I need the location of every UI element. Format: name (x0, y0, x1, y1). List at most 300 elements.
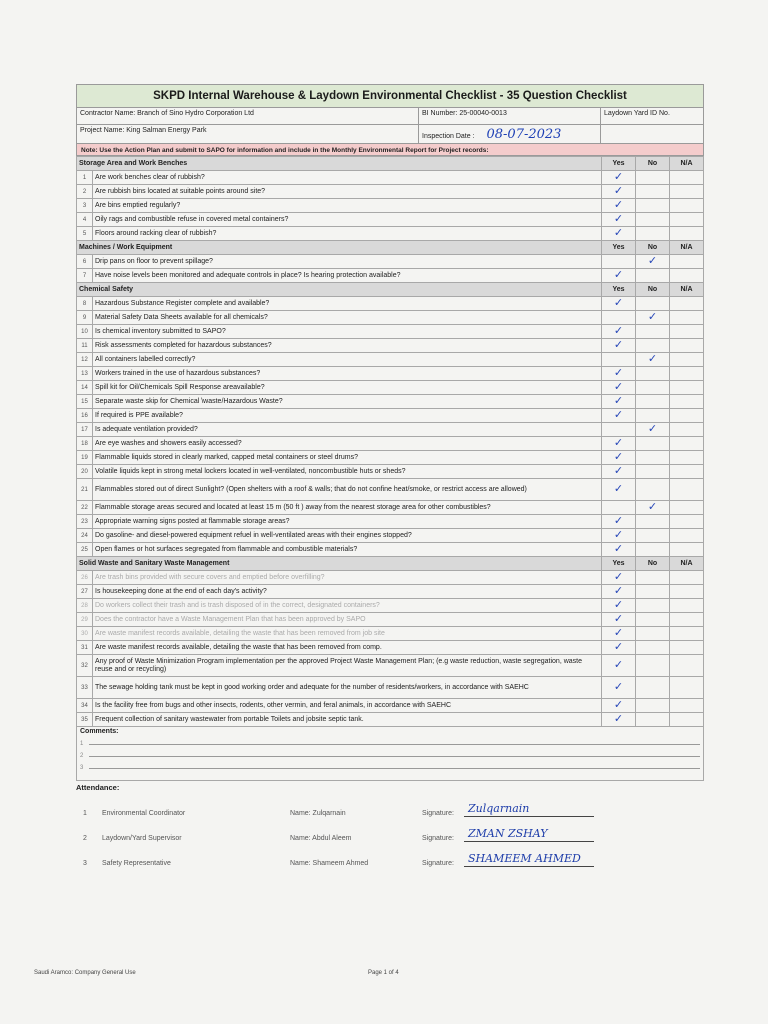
answer-cell-yes[interactable] (602, 325, 636, 339)
question-number: 9 (77, 311, 93, 325)
answer-cell-na[interactable] (670, 381, 704, 395)
signature-field[interactable] (464, 800, 594, 817)
question-text: Workers trained in the use of hazardous substances? (93, 367, 602, 381)
column-header-yes: Yes (602, 283, 636, 297)
checklist-sheet (76, 84, 704, 867)
answer-cell-na[interactable] (670, 451, 704, 465)
question-text: Are waste manifest records available, detailing the waste that has been removed from comp. (93, 641, 602, 655)
check-mark-icon: ✓ (613, 435, 624, 449)
answer-cell-yes[interactable] (602, 585, 636, 599)
check-mark-icon: ✓ (613, 697, 624, 711)
check-mark-icon: ✓ (613, 183, 624, 197)
question-row (77, 585, 704, 599)
column-header-yes: Yes (602, 241, 636, 255)
question-row (77, 171, 704, 185)
question-row (77, 325, 704, 339)
answer-cell-no[interactable] (636, 199, 670, 213)
question-number: 17 (77, 423, 93, 437)
answer-cell-yes[interactable] (602, 571, 636, 585)
question-text: Risk assessments completed for hazardous substances? (93, 339, 602, 353)
signature-label: Signature: (422, 835, 454, 842)
question-row (77, 339, 704, 353)
answer-cell-no[interactable] (636, 465, 670, 479)
question-text: Are rubbish bins located at suitable points around site? (93, 185, 602, 199)
question-number: 22 (77, 501, 93, 515)
question-number: 21 (77, 479, 93, 501)
answer-cell-no[interactable] (636, 395, 670, 409)
answer-cell-yes[interactable] (602, 171, 636, 185)
check-mark-icon: ✓ (647, 309, 658, 323)
answer-cell-na[interactable] (670, 571, 704, 585)
question-number: 8 (77, 297, 93, 311)
question-row (77, 199, 704, 213)
answer-cell-yes[interactable] (602, 655, 636, 677)
question-text: Are work benches clear of rubbish? (93, 171, 602, 185)
question-row (77, 515, 704, 529)
signature-label: Signature: (422, 860, 454, 867)
check-mark-icon: ✓ (613, 625, 624, 639)
question-number: 10 (77, 325, 93, 339)
question-row (77, 395, 704, 409)
question-row (77, 213, 704, 227)
attendance-list (76, 792, 704, 867)
answer-cell-no[interactable] (636, 585, 670, 599)
column-header-na: N/A (670, 157, 704, 171)
question-number: 3 (77, 199, 93, 213)
answer-cell-no[interactable] (636, 185, 670, 199)
answer-cell-no[interactable] (636, 423, 670, 437)
question-number: 35 (77, 713, 93, 727)
question-number: 16 (77, 409, 93, 423)
question-row (77, 353, 704, 367)
question-text: If required is PPE available? (93, 409, 602, 423)
answer-cell-na[interactable] (670, 641, 704, 655)
check-mark-icon: ✓ (613, 463, 624, 477)
question-text: Hazardous Substance Register complete and available? (93, 297, 602, 311)
answer-cell-na[interactable] (670, 423, 704, 437)
answer-cell-yes[interactable] (602, 451, 636, 465)
question-number: 4 (77, 213, 93, 227)
handwritten-signature: Zulqarnain (468, 802, 530, 815)
answer-cell-na[interactable] (670, 171, 704, 185)
answer-cell-no[interactable] (636, 641, 670, 655)
answer-cell-no[interactable] (636, 227, 670, 241)
answer-cell-yes[interactable] (602, 677, 636, 699)
question-row (77, 613, 704, 627)
question-text: Are bins emptied regularly? (93, 199, 602, 213)
question-text: All containers labelled correctly? (93, 353, 602, 367)
answer-cell-no[interactable] (636, 437, 670, 451)
inspection-date-label: Inspection Date : (422, 133, 475, 140)
answer-cell-no[interactable] (636, 339, 670, 353)
answer-cell-na[interactable] (670, 297, 704, 311)
answer-cell-na[interactable] (670, 585, 704, 599)
question-text: Frequent collection of sanitary wastewater from portable Toilets and jobsite septic tank. (93, 713, 602, 727)
question-row (77, 677, 704, 699)
answer-cell-na[interactable] (670, 227, 704, 241)
attendance-row (76, 792, 704, 817)
answer-cell-yes[interactable] (602, 543, 636, 557)
attendee-number: 3 (83, 860, 87, 867)
answer-cell-na[interactable] (670, 213, 704, 227)
answer-cell-no[interactable] (636, 613, 670, 627)
answer-cell-yes[interactable] (602, 395, 636, 409)
answer-cell-no[interactable] (636, 479, 670, 501)
question-number: 6 (77, 255, 93, 269)
column-header-no: No (636, 241, 670, 255)
question-number: 1 (77, 171, 93, 185)
question-row (77, 423, 704, 437)
check-mark-icon: ✓ (613, 407, 624, 421)
question-row (77, 543, 704, 557)
question-text: Any proof of Waste Minimization Program implementation per the approved Project Waste Management Plan; (e.g waste reduction, waste segregation, waste reuse and or recycling) (93, 655, 602, 677)
answer-cell-na[interactable] (670, 501, 704, 515)
question-row (77, 367, 704, 381)
answer-cell-no[interactable] (636, 677, 670, 699)
question-row (77, 655, 704, 677)
question-number: 5 (77, 227, 93, 241)
question-text: Are eye washes and showers easily accessed? (93, 437, 602, 451)
question-row (77, 451, 704, 465)
question-text: Is adequate ventilation provided? (93, 423, 602, 437)
answer-cell-no[interactable] (636, 713, 670, 727)
check-mark-icon: ✓ (613, 211, 624, 225)
check-mark-icon: ✓ (647, 421, 658, 435)
column-header-na: N/A (670, 241, 704, 255)
question-text: Does the contractor have a Waste Management Plan that has been approved by SAPO (93, 613, 602, 627)
question-row (77, 409, 704, 423)
answer-cell-no[interactable] (636, 571, 670, 585)
answer-cell-yes[interactable] (602, 423, 636, 437)
attendance-label: Attendance: (76, 783, 120, 792)
check-mark-icon: ✓ (613, 449, 624, 463)
answer-cell-yes[interactable] (602, 437, 636, 451)
question-number: 11 (77, 339, 93, 353)
attendee-number: 2 (83, 835, 87, 842)
comment-line-rule (89, 744, 700, 745)
answer-cell-yes[interactable] (602, 367, 636, 381)
answer-cell-no[interactable] (636, 451, 670, 465)
check-mark-icon: ✓ (613, 225, 624, 239)
question-number: 34 (77, 699, 93, 713)
check-mark-icon: ✓ (613, 337, 624, 351)
question-text: Spill kit for Oil/Chemicals Spill Response areavailable? (93, 381, 602, 395)
column-header-yes: Yes (602, 157, 636, 171)
section-header (77, 557, 704, 571)
header-row-1 (76, 108, 704, 125)
question-row (77, 311, 704, 325)
question-row (77, 255, 704, 269)
column-header-no: No (636, 157, 670, 171)
check-mark-icon: ✓ (613, 597, 624, 611)
question-row (77, 465, 704, 479)
column-header-na: N/A (670, 557, 704, 571)
question-text: Do gasoline- and diesel-powered equipment refuel in well-ventilated areas with their engines stopped? (93, 529, 602, 543)
answer-cell-yes[interactable] (602, 269, 636, 283)
check-mark-icon: ✓ (613, 169, 624, 183)
question-text: Flammables stored out of direct Sunlight? (Open shelters with a roof & walls; that do not confine heat/smoke, or restrict access are allowed) (93, 479, 602, 501)
answer-cell-yes[interactable] (602, 339, 636, 353)
question-number: 32 (77, 655, 93, 677)
question-text: Drip pans on floor to prevent spillage? (93, 255, 602, 269)
answer-cell-na[interactable] (670, 543, 704, 557)
answer-cell-na[interactable] (670, 479, 704, 501)
answer-cell-no[interactable] (636, 269, 670, 283)
question-row (77, 381, 704, 395)
signature-field[interactable] (464, 850, 594, 867)
answer-cell-no[interactable] (636, 529, 670, 543)
answer-cell-yes[interactable] (602, 255, 636, 269)
comment-line-number: 3 (80, 765, 84, 771)
question-text: Is chemical inventory submitted to SAPO? (93, 325, 602, 339)
question-row (77, 479, 704, 501)
action-plan-note: Note: Use the Action Plan and submit to SAPO for information and include in the Monthly Environmental Report for Project records: (76, 144, 704, 156)
question-row (77, 571, 704, 585)
question-number: 20 (77, 465, 93, 479)
comment-line-number: 2 (80, 753, 84, 759)
section-title: Machines / Work Equipment (77, 241, 602, 255)
answer-cell-yes[interactable] (602, 713, 636, 727)
section-title: Chemical Safety (77, 283, 602, 297)
attendee-name: Name: Zulqarnain (290, 810, 346, 817)
question-number: 30 (77, 627, 93, 641)
question-row (77, 699, 704, 713)
handwritten-signature: SHAMEEM AHMED (468, 852, 581, 865)
answer-cell-na[interactable] (670, 713, 704, 727)
question-text: Oily rags and combustible refuse in covered metal containers? (93, 213, 602, 227)
answer-cell-no[interactable] (636, 213, 670, 227)
check-mark-icon: ✓ (613, 541, 624, 555)
answer-cell-yes[interactable] (602, 627, 636, 641)
handwritten-signature: ZMAN ZSHAY (468, 827, 548, 840)
attendance-row (76, 842, 704, 867)
check-mark-icon: ✓ (613, 639, 624, 653)
answer-cell-na[interactable] (670, 627, 704, 641)
header-row-2 (76, 125, 704, 144)
laydown-yard-id: Laydown Yard ID No. (604, 110, 670, 117)
question-number: 27 (77, 585, 93, 599)
footer-page-number: Page 1 of 4 (368, 970, 399, 976)
question-number: 12 (77, 353, 93, 367)
question-text: Volatile liquids kept in strong metal lockers located in well-ventilated, noncombustible huts or sheds? (93, 465, 602, 479)
section-header (77, 283, 704, 297)
check-mark-icon: ✓ (613, 611, 624, 625)
answer-cell-na[interactable] (670, 325, 704, 339)
answer-cell-yes[interactable] (602, 199, 636, 213)
question-number: 19 (77, 451, 93, 465)
answer-cell-na[interactable] (670, 529, 704, 543)
check-mark-icon: ✓ (613, 679, 624, 693)
answer-cell-yes[interactable] (602, 213, 636, 227)
check-mark-icon: ✓ (613, 513, 624, 527)
contractor-name: Contractor Name: Branch of Sino Hydro Corporation Ltd (77, 108, 419, 124)
answer-cell-no[interactable] (636, 381, 670, 395)
answer-cell-na[interactable] (670, 437, 704, 451)
answer-cell-yes[interactable] (602, 529, 636, 543)
answer-cell-na[interactable] (670, 613, 704, 627)
answer-cell-yes[interactable] (602, 409, 636, 423)
question-text: Flammable liquids stored in clearly marked, capped metal containers or steel drums? (93, 451, 602, 465)
check-mark-icon: ✓ (613, 267, 624, 281)
question-number: 33 (77, 677, 93, 699)
answer-cell-yes[interactable] (602, 297, 636, 311)
attendee-name: Name: Abdul Aleem (290, 835, 352, 842)
check-mark-icon: ✓ (613, 583, 624, 597)
attendance-row (76, 817, 704, 842)
answer-cell-no[interactable] (636, 627, 670, 641)
comment-line[interactable] (80, 759, 700, 771)
question-row (77, 437, 704, 451)
answer-cell-na[interactable] (670, 199, 704, 213)
answer-cell-na[interactable] (670, 599, 704, 613)
check-mark-icon: ✓ (613, 365, 624, 379)
question-number: 25 (77, 543, 93, 557)
section-title: Solid Waste and Sanitary Waste Management (77, 557, 602, 571)
answer-cell-no[interactable] (636, 501, 670, 515)
check-mark-icon: ✓ (613, 197, 624, 211)
question-text: Appropriate warning signs posted at flammable storage areas? (93, 515, 602, 529)
question-text: Floors around racking clear of rubbish? (93, 227, 602, 241)
answer-cell-yes[interactable] (602, 353, 636, 367)
question-text: Flammable storage areas secured and located at least 15 m (50 ft ) away from the nearest storage area for other combustibles? (93, 501, 602, 515)
answer-cell-yes[interactable] (602, 599, 636, 613)
section-title: Storage Area and Work Benches (77, 157, 602, 171)
signature-field[interactable] (464, 825, 594, 842)
answer-cell-na[interactable] (670, 409, 704, 423)
column-header-no: No (636, 283, 670, 297)
question-text: Separate waste skip for Chemical \waste/Hazardous Waste? (93, 395, 602, 409)
question-number: 13 (77, 367, 93, 381)
comment-line-rule (89, 756, 700, 757)
comments-box (76, 727, 704, 781)
answer-cell-no[interactable] (636, 297, 670, 311)
question-row (77, 297, 704, 311)
answer-cell-yes[interactable] (602, 515, 636, 529)
answer-cell-na[interactable] (670, 515, 704, 529)
answer-cell-na[interactable] (670, 311, 704, 325)
answer-cell-yes[interactable] (602, 641, 636, 655)
question-number: 26 (77, 571, 93, 585)
question-number: 23 (77, 515, 93, 529)
question-row (77, 501, 704, 515)
attendee-name: Name: Shameem Ahmed (290, 860, 369, 867)
question-row (77, 627, 704, 641)
answer-cell-no[interactable] (636, 655, 670, 677)
inspection-date-value: 08-07-2023 (486, 127, 562, 142)
check-mark-icon: ✓ (647, 253, 658, 267)
answer-cell-na[interactable] (670, 353, 704, 367)
answer-cell-na[interactable] (670, 367, 704, 381)
column-header-no: No (636, 557, 670, 571)
question-number: 28 (77, 599, 93, 613)
answer-cell-no[interactable] (636, 543, 670, 557)
check-mark-icon: ✓ (613, 393, 624, 407)
check-mark-icon: ✓ (613, 657, 624, 671)
check-mark-icon: ✓ (613, 711, 624, 725)
question-row (77, 185, 704, 199)
answer-cell-yes[interactable] (602, 465, 636, 479)
project-name: Project Name: King Salman Energy Park (77, 125, 419, 143)
answer-cell-no[interactable] (636, 353, 670, 367)
question-number: 7 (77, 269, 93, 283)
answer-cell-no[interactable] (636, 515, 670, 529)
check-mark-icon: ✓ (613, 527, 624, 541)
answer-cell-no[interactable] (636, 171, 670, 185)
signature-label: Signature: (422, 810, 454, 817)
question-number: 2 (77, 185, 93, 199)
answer-cell-no[interactable] (636, 699, 670, 713)
answer-cell-na[interactable] (670, 655, 704, 677)
column-header-yes: Yes (602, 557, 636, 571)
answer-cell-na[interactable] (670, 395, 704, 409)
answer-cell-na[interactable] (670, 255, 704, 269)
check-mark-icon: ✓ (613, 295, 624, 309)
check-mark-icon: ✓ (647, 499, 658, 513)
answer-cell-na[interactable] (670, 269, 704, 283)
question-row (77, 599, 704, 613)
comment-line-number: 1 (80, 741, 84, 747)
section-header (77, 157, 704, 171)
comment-line[interactable] (80, 747, 700, 759)
question-number: 24 (77, 529, 93, 543)
answer-cell-no[interactable] (636, 367, 670, 381)
bi-number: BI Number: 25-00040-0013 (419, 108, 601, 124)
checklist-table (76, 156, 704, 727)
comment-line[interactable] (80, 735, 700, 747)
question-row (77, 269, 704, 283)
answer-cell-yes[interactable] (602, 699, 636, 713)
answer-cell-na[interactable] (670, 677, 704, 699)
question-text: Are waste manifest records available, detailing the waste that has been removed from job site (93, 627, 602, 641)
answer-cell-na[interactable] (670, 699, 704, 713)
question-number: 14 (77, 381, 93, 395)
answer-cell-yes[interactable] (602, 381, 636, 395)
question-row (77, 641, 704, 655)
answer-cell-na[interactable] (670, 465, 704, 479)
answer-cell-no[interactable] (636, 325, 670, 339)
answer-cell-yes[interactable] (602, 501, 636, 515)
question-text: Is the facility free from bugs and other insects, rodents, other vermin, and feral animals, in accordance with SAEHC (93, 699, 602, 713)
page-title: SKPD Internal Warehouse & Laydown Environmental Checklist - 35 Question Checklist (76, 84, 704, 108)
answer-cell-yes[interactable] (602, 479, 636, 501)
check-mark-icon: ✓ (613, 379, 624, 393)
attendee-role: Environmental Coordinator (102, 810, 186, 817)
comment-line-rule (89, 768, 700, 769)
answer-cell-na[interactable] (670, 185, 704, 199)
question-text: Are trash bins provided with secure covers and emptied before overfilling? (93, 571, 602, 585)
question-text: Open flames or hot surfaces segregated from flammable and combustible materials? (93, 543, 602, 557)
answer-cell-yes[interactable] (602, 185, 636, 199)
attendee-role: Safety Representative (102, 860, 171, 867)
answer-cell-yes[interactable] (602, 613, 636, 627)
column-header-na: N/A (670, 283, 704, 297)
check-mark-icon: ✓ (613, 481, 624, 495)
check-mark-icon: ✓ (647, 351, 658, 365)
answer-cell-no[interactable] (636, 599, 670, 613)
question-text: Material Safety Data Sheets available for all chemicals? (93, 311, 602, 325)
answer-cell-no[interactable] (636, 255, 670, 269)
question-number: 18 (77, 437, 93, 451)
answer-cell-no[interactable] (636, 311, 670, 325)
answer-cell-no[interactable] (636, 409, 670, 423)
section-header (77, 241, 704, 255)
question-text: The sewage holding tank must be kept in good working order and adequate for the number of residents/workers, in accordance with SAEHC (93, 677, 602, 699)
attendee-role: Laydown/Yard Supervisor (102, 835, 182, 842)
answer-cell-yes[interactable] (602, 227, 636, 241)
answer-cell-yes[interactable] (602, 311, 636, 325)
question-text: Have noise levels been monitored and adequate controls in place? Is hearing protection available? (93, 269, 602, 283)
answer-cell-na[interactable] (670, 339, 704, 353)
